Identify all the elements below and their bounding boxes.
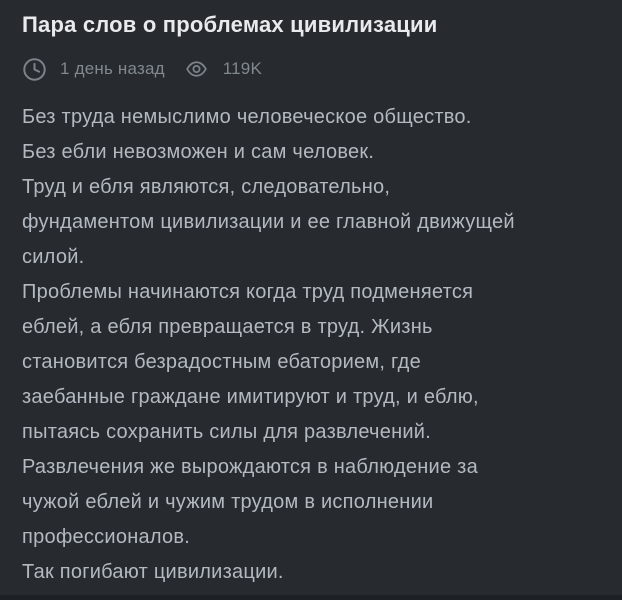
body-line: Развлечения же вырождаются в наблюдение за <box>22 456 478 478</box>
bottom-divider <box>0 595 622 600</box>
body-line: пытаясь сохранить силы для развлечений. <box>22 421 432 443</box>
body-line: Труд и ебля являются, следовательно, <box>22 176 391 198</box>
body-line: заебанные граждане имитируют и труд, и еблю, <box>22 386 479 408</box>
post-views-label: 119K <box>222 59 262 78</box>
body-line: Так погибают цивилизации. <box>22 561 284 583</box>
body-line: еблей, а ебля превращается в труд. Жизнь <box>22 316 433 338</box>
body-line: становится безрадостным ебаторием, где <box>22 351 421 373</box>
body-line: профессионалов. <box>22 526 191 548</box>
body-line: силой. <box>22 246 85 268</box>
body-line: фундаментом цивилизации и ее главной движущей <box>22 211 515 233</box>
post-body <box>22 100 602 590</box>
body-line: Проблемы начинаются когда труд подменяется <box>22 281 474 303</box>
post-age <box>22 57 165 82</box>
post-views <box>183 58 262 80</box>
post-title[interactable]: Пара слов о проблемах цивилизации <box>22 12 438 37</box>
body-line: чужой еблей и чужим трудом в исполнении <box>22 491 434 513</box>
clock-icon <box>22 57 47 82</box>
body-line: Без ебли невозможен и сам человек. <box>22 141 375 163</box>
eye-icon <box>183 58 210 80</box>
post-meta <box>22 56 602 82</box>
body-line: Без труда немыслимо человеческое общество. <box>22 106 472 128</box>
post-age-label: 1 день назад <box>60 59 165 78</box>
